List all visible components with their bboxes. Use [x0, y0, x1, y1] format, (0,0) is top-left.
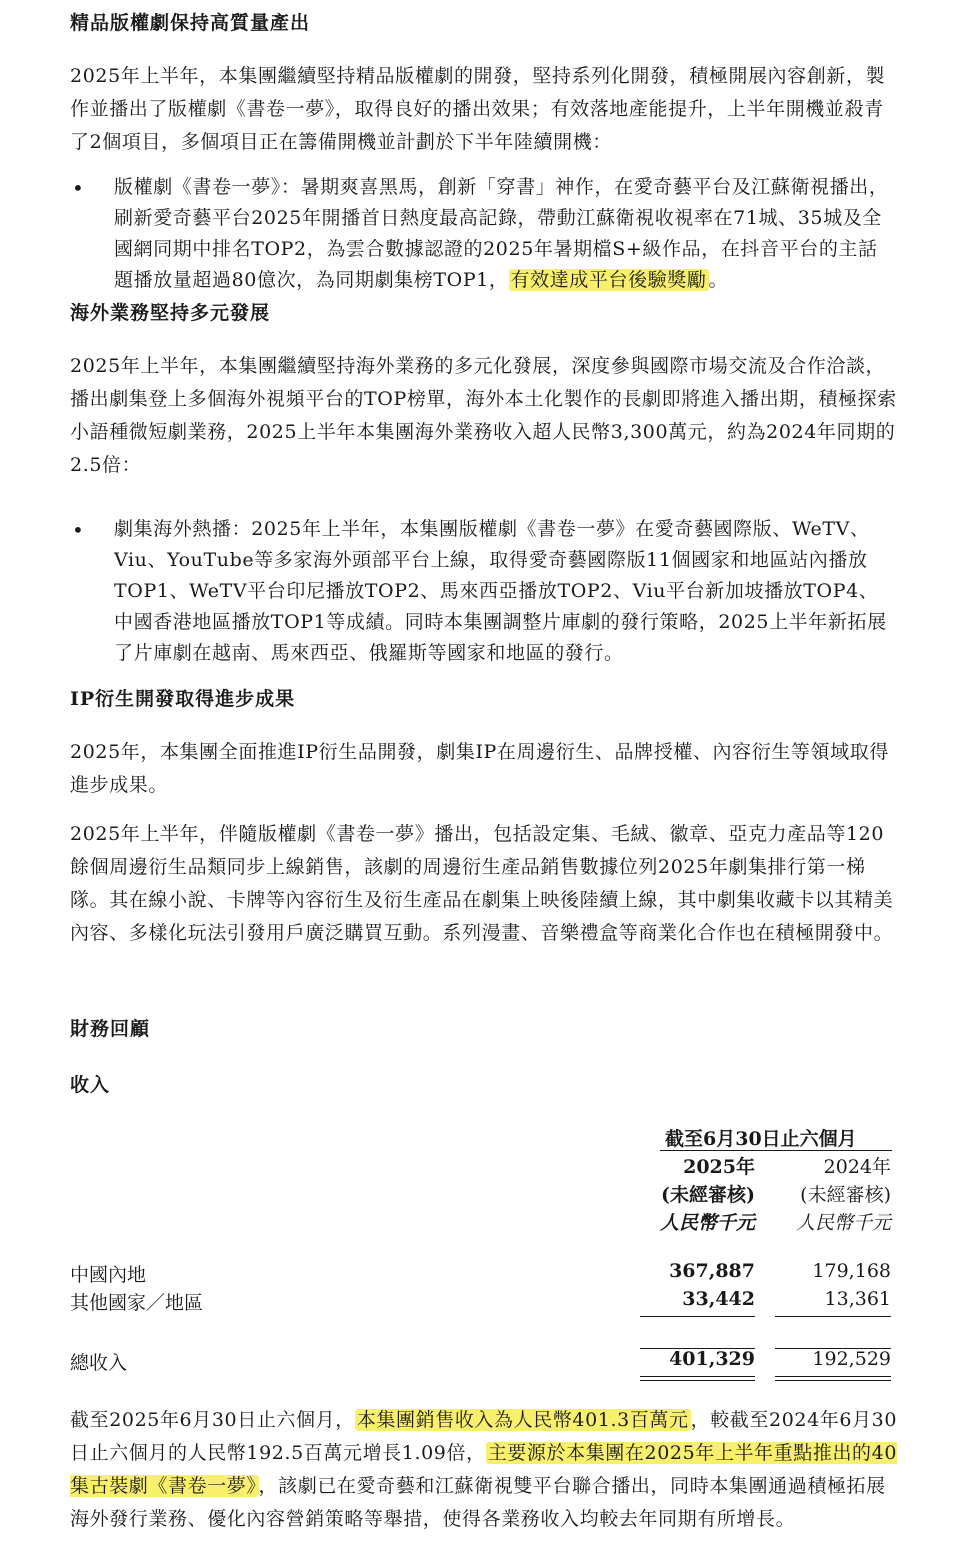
section3-paragraph-1: 2025年，本集團全面推進IP衍生品開發，劇集IP在周邊衍生、品牌授權、內容衍生等領域取得進步成果。 — [70, 741, 889, 796]
highlighted-text: 主要源於本集團在2025年上半年重點推出的40集古裝劇《書卷一夢》 — [70, 1442, 898, 1497]
total-double-rule-2025-a — [640, 1376, 755, 1377]
row-value-other-2025: 33,442 — [682, 1288, 755, 1310]
col-2024-year: 2024年 — [823, 1156, 891, 1178]
total-double-rule-2024-b — [775, 1380, 891, 1381]
revenue-commentary-paragraph — [70, 1404, 900, 1536]
section2-bullet-item: 劇集海外熱播：2025年上半年，本集團版權劇《書卷一夢》在愛奇藝國際版、WeTV、Viu、YouTube等多家海外頭部平台上線，取得愛奇藝國際版11個國家和地區站內播放TOP1、WeTV平台印尼播放TOP2、馬來西亞播放TOP2、Viu平台新加坡播放TOP4、中國香港地區播放TOP1等成績。同時本集團調整片庫劇的發行策略，2025上半年新拓展了片庫劇在越南、馬來西亞、俄羅斯等國家和地區的發行。 — [114, 518, 887, 664]
total-double-rule-2025-b — [640, 1380, 755, 1381]
col-2025-note: (未經審核) — [661, 1184, 755, 1206]
col-2025-unit: 人民幣千元 — [659, 1212, 755, 1234]
commentary-text-1: 截至2025年6月30日止六個月， — [70, 1409, 355, 1431]
col-2024-note: (未經審核) — [800, 1184, 891, 1206]
highlighted-text: 本集團銷售收入為人民幣401.3百萬元 — [356, 1409, 689, 1431]
bullet-text: 版權劇《書卷一夢》：暑期爽喜黑馬，創新「穿書」神作，在愛奇藝平台及江蘇衛視播出，刷新愛奇藝平台2025年開播首日熱度最高記錄，帶動江蘇衛視收視率在71城、35城及全國網同期中排名TOP2，為雲合數據認證的2025年暑期檔S+級作品，在抖音平台的主話題播放量超過80億次，為同期劇集榜TOP1， — [114, 176, 889, 291]
row-label-total: 總收入 — [70, 1352, 128, 1374]
row-value-total-2024: 192,529 — [812, 1348, 891, 1370]
commentary-text-3: ，該劇已在愛奇藝和江蘇衛視雙平台聯合播出，同時本集團通過積極拓展海外發行業務、優化內容營銷策略等舉措，使得各業務收入均較去年同期有所增長。 — [70, 1475, 886, 1530]
revenue-subheading: 收入 — [70, 1074, 111, 1096]
section-heading-ip-derivatives: IP衍生開發取得進步成果 — [70, 688, 296, 710]
col-2024-unit: 人民幣千元 — [795, 1212, 891, 1234]
bullet-icon: • — [72, 176, 84, 200]
row-value-other-2024: 13,361 — [824, 1288, 891, 1310]
header-divider — [660, 1150, 892, 1151]
row-value-mainland-2024: 179,168 — [812, 1260, 891, 1282]
row-label-mainland: 中國內地 — [70, 1264, 147, 1286]
commentary-text-2: ，較截至2024年6月30日止六個月的人民幣192.5百萬元增長1.09倍， — [70, 1409, 898, 1464]
col-2025-year: 2025年 — [683, 1156, 755, 1178]
section-heading-premium-dramas: 精品版權劇保持高質量產出 — [70, 12, 311, 34]
row-value-mainland-2025: 367,887 — [669, 1260, 755, 1282]
table-period-header: 截至6月30日止六個月 — [665, 1128, 857, 1150]
subtotal-rule-2025 — [640, 1316, 755, 1317]
section1-bullet-item — [114, 172, 896, 296]
row-label-other-regions: 其他國家／地區 — [70, 1292, 204, 1314]
subtotal-rule-2024 — [775, 1316, 891, 1317]
finance-heading: 財務回顧 — [70, 1018, 151, 1040]
total-double-rule-2024-a — [775, 1376, 891, 1377]
section3-paragraph-2: 2025年上半年，伴隨版權劇《書卷一夢》播出，包括設定集、毛絨、徽章、亞克力產品等120餘個周邊衍生品類同步上線銷售，該劇的周邊衍生產品銷售數據位列2025年劇集排行第一梯隊。其在線小說、卡牌等內容衍生及衍生產品在劇集上映後陸續上線，其中劇集收藏卡以其精美內容、多樣化玩法引發用戶廣泛購買互動。系列漫畫、音樂禮盒等商業化合作也在積極開發中。 — [70, 823, 894, 944]
highlighted-text: 有效達成平台後驗獎勵 — [510, 269, 707, 291]
bullet-icon: • — [72, 518, 84, 542]
row-value-total-2025: 401,329 — [669, 1348, 755, 1370]
section1-intro-paragraph: 2025年上半年，本集團繼續堅持精品版權劇的開發，堅持系列化開發，積極開展內容創新，製作並播出了版權劇《書卷一夢》，取得良好的播出效果；有效落地產能提升，上半年開機並殺青了2個項目，多個項目正在籌備開機並計劃於下半年陸續開機： — [70, 65, 886, 153]
section2-intro-paragraph: 2025年上半年，本集團繼續堅持海外業務的多元化發展，深度參與國際市場交流及合作洽談，播出劇集登上多個海外視頻平台的TOP榜單，海外本土化製作的長劇即將進入播出期，積極探索小語種微短劇業務，2025上半年本集團海外業務收入超人民幣3,300萬元，約為2024年同期的2.5倍： — [70, 355, 897, 476]
section-heading-overseas: 海外業務堅持多元發展 — [70, 302, 271, 324]
bullet-end: 。 — [708, 269, 729, 291]
